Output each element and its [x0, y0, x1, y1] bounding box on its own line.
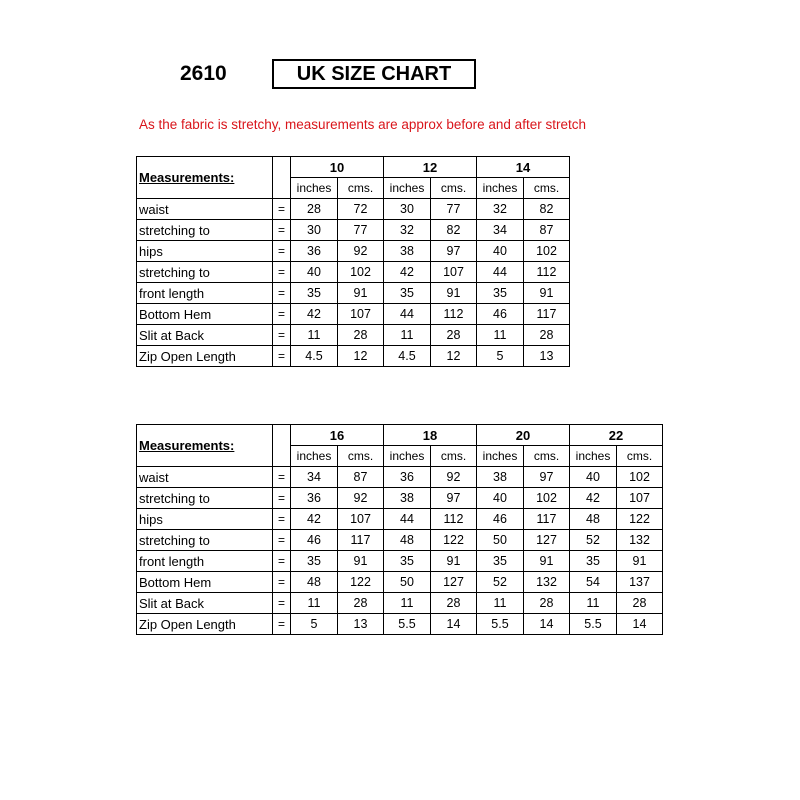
inches-value: 11 [384, 593, 431, 614]
table-row [137, 283, 570, 304]
cms-value: 117 [524, 509, 570, 530]
cms-value: 14 [617, 614, 663, 635]
table-row [137, 488, 663, 509]
cms-value: 28 [338, 325, 384, 346]
inches-value: 36 [291, 241, 338, 262]
size-16-header: 16 [291, 425, 384, 446]
inches-value: 44 [384, 304, 431, 325]
inches-header: inches [384, 446, 431, 467]
size-header-row [137, 157, 570, 178]
cms-value: 102 [338, 262, 384, 283]
cms-value: 13 [524, 346, 570, 367]
row-label: stretching to [137, 488, 273, 509]
cms-header: cms. [617, 446, 663, 467]
product-code: 2610 [180, 62, 227, 85]
row-label: waist [137, 199, 273, 220]
cms-value: 91 [524, 283, 570, 304]
equals-sign: = [273, 220, 291, 241]
cms-value: 97 [524, 467, 570, 488]
size-20-header: 20 [477, 425, 570, 446]
table-row [137, 593, 663, 614]
cms-value: 28 [431, 325, 477, 346]
cms-value: 122 [617, 509, 663, 530]
inches-value: 5 [477, 346, 524, 367]
cms-value: 132 [617, 530, 663, 551]
cms-value: 137 [617, 572, 663, 593]
equals-sign: = [273, 241, 291, 262]
cms-value: 122 [338, 572, 384, 593]
inches-value: 35 [384, 551, 431, 572]
inches-value: 40 [477, 241, 524, 262]
table-row [137, 551, 663, 572]
inches-header: inches [291, 446, 338, 467]
inches-value: 35 [570, 551, 617, 572]
cms-value: 112 [431, 509, 477, 530]
table-row [137, 614, 663, 635]
inches-value: 5 [291, 614, 338, 635]
cms-value: 28 [524, 593, 570, 614]
row-label: stretching to [137, 262, 273, 283]
cms-value: 87 [338, 467, 384, 488]
equals-sign: = [273, 488, 291, 509]
cms-value: 12 [431, 346, 477, 367]
cms-value: 28 [338, 593, 384, 614]
size-22-header: 22 [570, 425, 663, 446]
inches-value: 54 [570, 572, 617, 593]
table-row [137, 467, 663, 488]
cms-value: 14 [431, 614, 477, 635]
cms-value: 91 [617, 551, 663, 572]
inches-value: 50 [477, 530, 524, 551]
inches-value: 40 [291, 262, 338, 283]
inches-value: 44 [384, 509, 431, 530]
inches-value: 38 [477, 467, 524, 488]
eq-header-blank [273, 157, 291, 199]
inches-header: inches [477, 446, 524, 467]
eq-header-blank [273, 425, 291, 467]
equals-sign: = [273, 551, 291, 572]
table-row [137, 346, 570, 367]
equals-sign: = [273, 530, 291, 551]
cms-value: 102 [617, 467, 663, 488]
inches-value: 36 [291, 488, 338, 509]
cms-value: 87 [524, 220, 570, 241]
inches-value: 11 [477, 593, 524, 614]
inches-value: 32 [477, 199, 524, 220]
row-label: Zip Open Length [137, 614, 273, 635]
inches-value: 46 [291, 530, 338, 551]
inches-value: 34 [291, 467, 338, 488]
row-label: Slit at Back [137, 325, 273, 346]
measurements-header: Measurements: [137, 425, 273, 467]
inches-value: 32 [384, 220, 431, 241]
cms-value: 14 [524, 614, 570, 635]
equals-sign: = [273, 467, 291, 488]
cms-value: 77 [338, 220, 384, 241]
size-table-2 [136, 424, 663, 635]
row-label: hips [137, 509, 273, 530]
inches-value: 5.5 [477, 614, 524, 635]
inches-value: 52 [570, 530, 617, 551]
cms-value: 107 [431, 262, 477, 283]
equals-sign: = [273, 346, 291, 367]
cms-value: 82 [431, 220, 477, 241]
cms-value: 92 [431, 467, 477, 488]
table-row [137, 509, 663, 530]
cms-value: 91 [431, 283, 477, 304]
cms-value: 82 [524, 199, 570, 220]
inches-value: 42 [291, 304, 338, 325]
size-10-header: 10 [291, 157, 384, 178]
cms-value: 77 [431, 199, 477, 220]
size-12-header: 12 [384, 157, 477, 178]
equals-sign: = [273, 199, 291, 220]
size-header-row [137, 425, 663, 446]
inches-value: 11 [291, 593, 338, 614]
inches-value: 36 [384, 467, 431, 488]
cms-value: 97 [431, 241, 477, 262]
table-row [137, 241, 570, 262]
cms-value: 28 [431, 593, 477, 614]
equals-sign: = [273, 593, 291, 614]
row-label: stretching to [137, 220, 273, 241]
inches-value: 34 [477, 220, 524, 241]
inches-value: 40 [477, 488, 524, 509]
equals-sign: = [273, 262, 291, 283]
size-14-header: 14 [477, 157, 570, 178]
table-row [137, 262, 570, 283]
inches-header: inches [384, 178, 431, 199]
cms-value: 13 [338, 614, 384, 635]
cms-value: 91 [338, 283, 384, 304]
row-label: waist [137, 467, 273, 488]
cms-value: 92 [338, 241, 384, 262]
row-label: hips [137, 241, 273, 262]
inches-value: 38 [384, 241, 431, 262]
cms-value: 107 [338, 509, 384, 530]
inches-value: 35 [291, 551, 338, 572]
inches-value: 38 [384, 488, 431, 509]
cms-value: 117 [524, 304, 570, 325]
inches-value: 4.5 [291, 346, 338, 367]
equals-sign: = [273, 325, 291, 346]
inches-value: 48 [570, 509, 617, 530]
page-title: UK SIZE CHART [272, 59, 476, 89]
equals-sign: = [273, 283, 291, 304]
table-row [137, 199, 570, 220]
size-table-1 [136, 156, 570, 367]
cms-value: 28 [524, 325, 570, 346]
table-row [137, 325, 570, 346]
cms-value: 107 [338, 304, 384, 325]
row-label: Zip Open Length [137, 346, 273, 367]
inches-value: 50 [384, 572, 431, 593]
inches-value: 48 [291, 572, 338, 593]
inches-header: inches [291, 178, 338, 199]
table-row [137, 220, 570, 241]
inches-value: 46 [477, 509, 524, 530]
equals-sign: = [273, 572, 291, 593]
inches-value: 46 [477, 304, 524, 325]
cms-value: 91 [431, 551, 477, 572]
cms-value: 72 [338, 199, 384, 220]
inches-value: 42 [291, 509, 338, 530]
cms-header: cms. [524, 446, 570, 467]
cms-value: 102 [524, 241, 570, 262]
inches-value: 30 [291, 220, 338, 241]
inches-value: 28 [291, 199, 338, 220]
cms-header: cms. [431, 446, 477, 467]
inches-value: 5.5 [570, 614, 617, 635]
inches-value: 11 [477, 325, 524, 346]
inches-header: inches [477, 178, 524, 199]
inches-value: 44 [477, 262, 524, 283]
cms-value: 102 [524, 488, 570, 509]
cms-header: cms. [338, 178, 384, 199]
cms-header: cms. [338, 446, 384, 467]
row-label: Bottom Hem [137, 304, 273, 325]
cms-value: 97 [431, 488, 477, 509]
table-row [137, 530, 663, 551]
equals-sign: = [273, 509, 291, 530]
row-label: stretching to [137, 530, 273, 551]
cms-value: 107 [617, 488, 663, 509]
cms-value: 12 [338, 346, 384, 367]
size-18-header: 18 [384, 425, 477, 446]
inches-value: 11 [291, 325, 338, 346]
inches-value: 35 [477, 283, 524, 304]
inches-header: inches [570, 446, 617, 467]
cms-value: 112 [431, 304, 477, 325]
inches-value: 11 [570, 593, 617, 614]
cms-value: 132 [524, 572, 570, 593]
cms-header: cms. [524, 178, 570, 199]
table-row [137, 304, 570, 325]
cms-header: cms. [431, 178, 477, 199]
cms-value: 91 [338, 551, 384, 572]
inches-value: 4.5 [384, 346, 431, 367]
inches-value: 52 [477, 572, 524, 593]
row-label: Bottom Hem [137, 572, 273, 593]
row-label: front length [137, 551, 273, 572]
inches-value: 42 [384, 262, 431, 283]
cms-value: 28 [617, 593, 663, 614]
cms-value: 127 [431, 572, 477, 593]
inches-value: 48 [384, 530, 431, 551]
inches-value: 35 [291, 283, 338, 304]
equals-sign: = [273, 614, 291, 635]
inches-value: 40 [570, 467, 617, 488]
inches-value: 5.5 [384, 614, 431, 635]
cms-value: 92 [338, 488, 384, 509]
measurements-header: Measurements: [137, 157, 273, 199]
cms-value: 127 [524, 530, 570, 551]
inches-value: 11 [384, 325, 431, 346]
cms-value: 122 [431, 530, 477, 551]
cms-value: 91 [524, 551, 570, 572]
stretch-note: As the fabric is stretchy, measurements are approx before and after stretch [139, 117, 586, 132]
cms-value: 112 [524, 262, 570, 283]
cms-value: 117 [338, 530, 384, 551]
inches-value: 42 [570, 488, 617, 509]
row-label: front length [137, 283, 273, 304]
row-label: Slit at Back [137, 593, 273, 614]
inches-value: 30 [384, 199, 431, 220]
equals-sign: = [273, 304, 291, 325]
inches-value: 35 [384, 283, 431, 304]
inches-value: 35 [477, 551, 524, 572]
table-row [137, 572, 663, 593]
